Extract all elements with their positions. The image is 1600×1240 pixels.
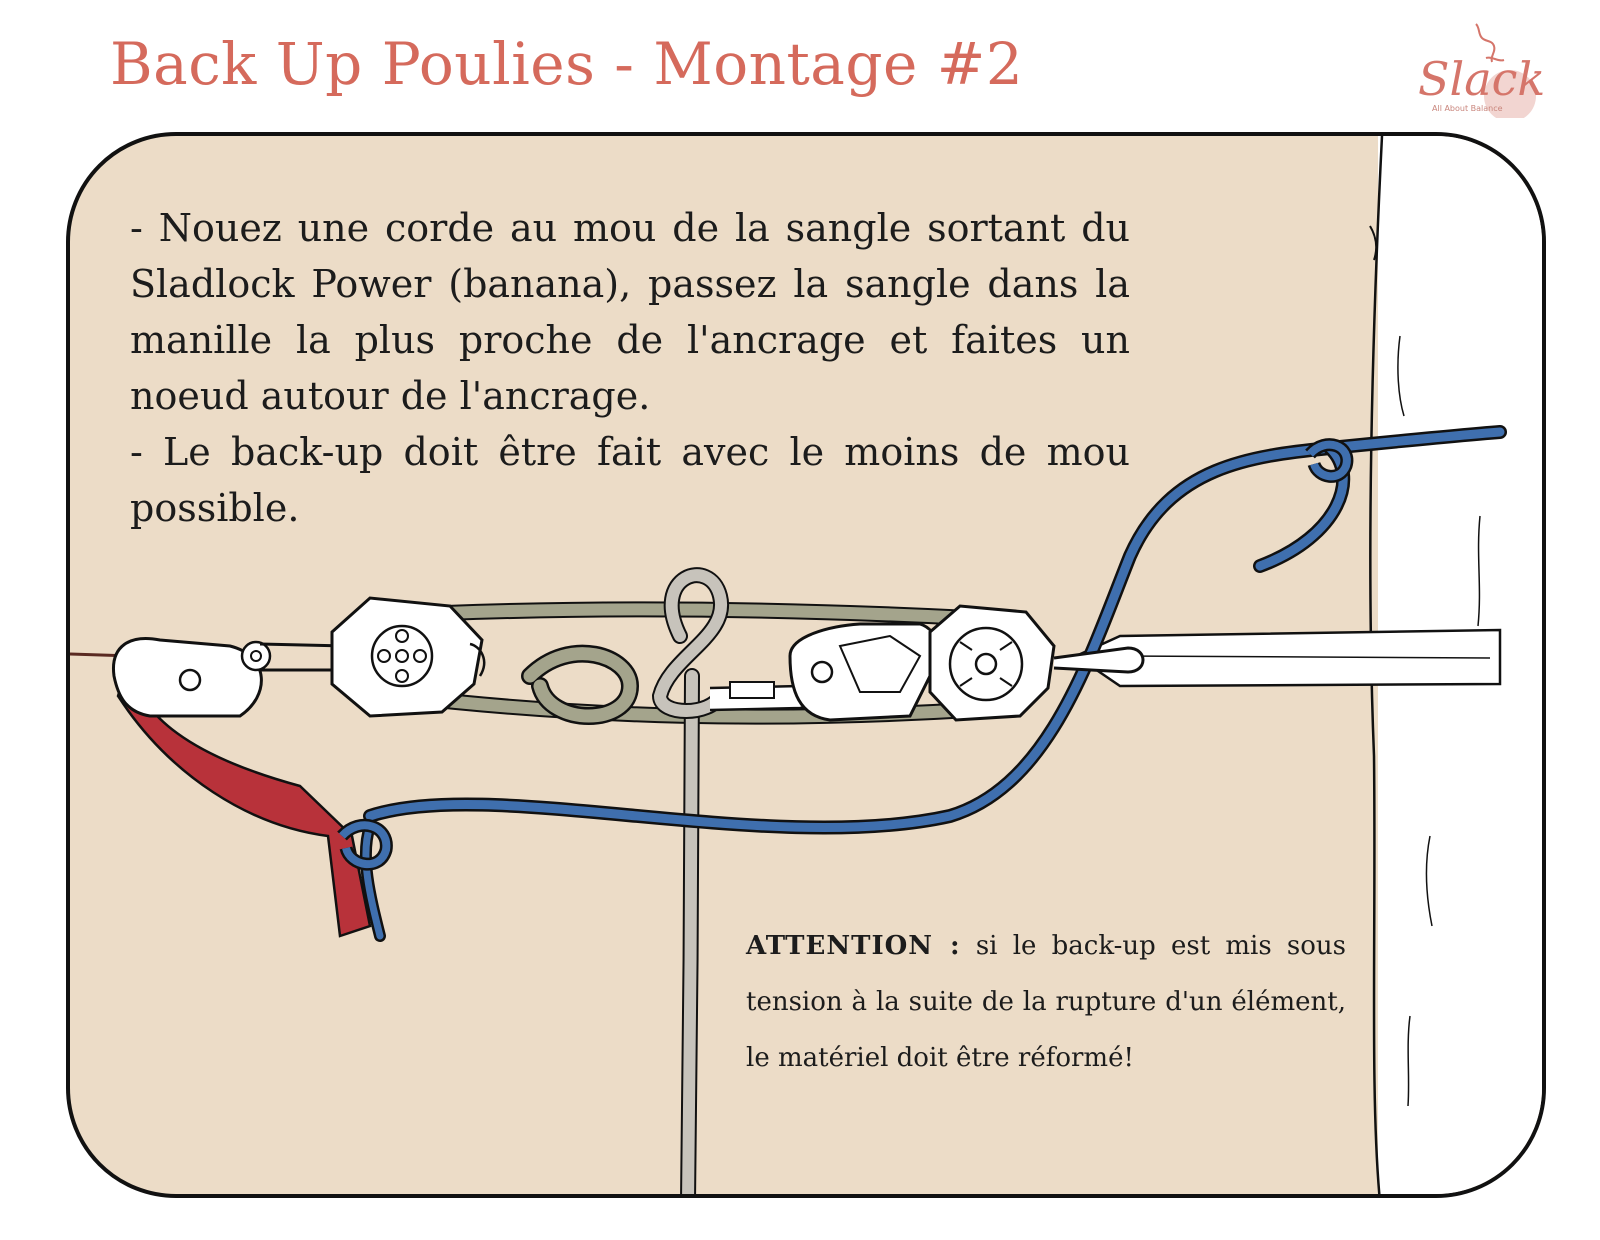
logo-tagline: All About Balance <box>1432 104 1503 113</box>
pulley-right <box>930 606 1054 720</box>
instructions-text <box>130 200 1130 536</box>
instruction-step-2: - Le back-up doit être fait avec le moins de mou possible. <box>130 430 1130 530</box>
shackle-anchor <box>1054 648 1143 672</box>
warning-text: si le back-up est mis sous tension à la suite de la rupture d'un élément, le matériel doit être réformé! <box>746 931 1347 1073</box>
line-locker <box>113 639 270 717</box>
illustration-card <box>66 132 1546 1198</box>
brand-logo <box>1418 18 1568 118</box>
sladlock-power <box>790 624 937 720</box>
warning-note <box>746 918 1346 1086</box>
instruction-step-1: - Nouez une corde au mou de la sangle sortant du Sladlock Power (banana), passez la sangle dans la manille la plus proche de l'ancrage et faites un noeud autour de l'ancrage. <box>130 206 1130 418</box>
logo-wordmark: Slack <box>1418 52 1546 106</box>
warning-label: ATTENTION : <box>746 931 961 961</box>
page-title: Back Up Poulies - Montage #2 <box>110 30 1024 98</box>
grey-rope <box>660 575 721 1198</box>
carabiner-gate <box>730 682 774 698</box>
